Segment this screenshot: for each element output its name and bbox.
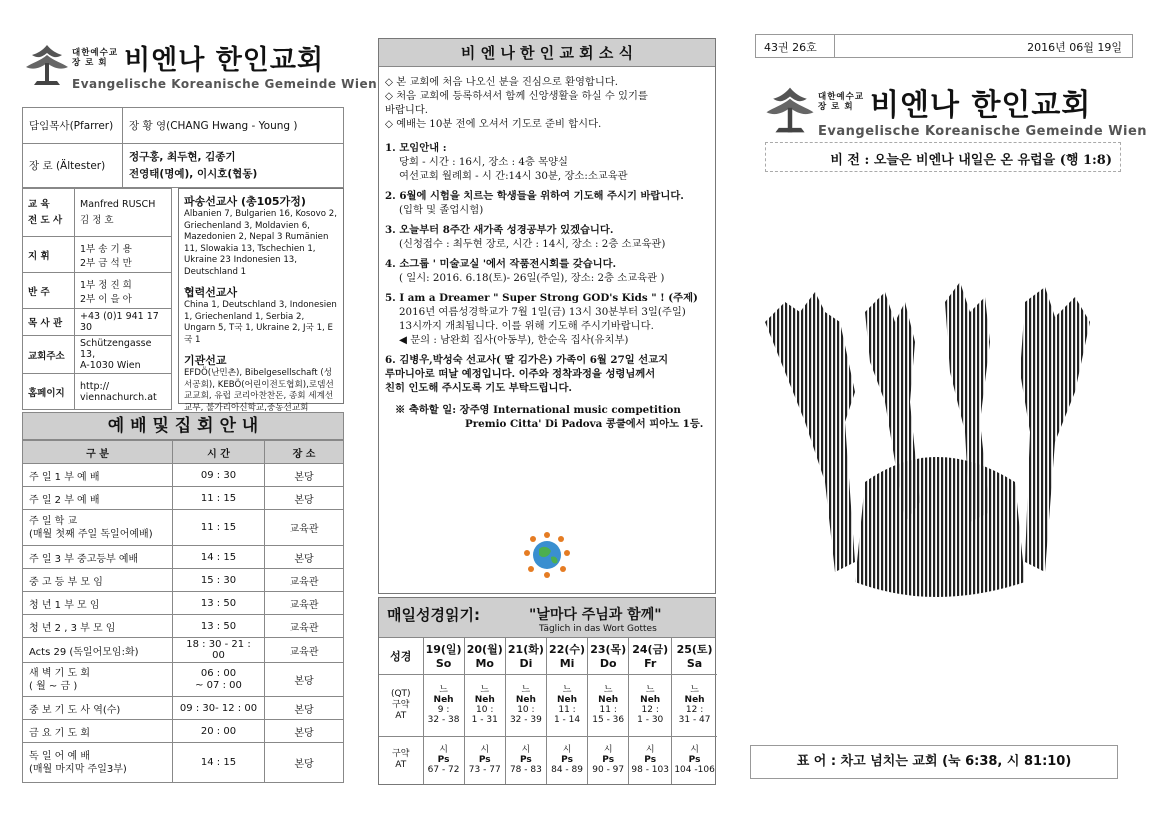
schedule-row-name: 청 년 2 , 3 부 모 임 bbox=[23, 615, 173, 638]
elder-names bbox=[123, 144, 344, 188]
reading-qt-book: Neh bbox=[515, 695, 536, 705]
schedule-row-time: 15 : 30 bbox=[173, 569, 265, 592]
staff-value-address-2: A-1030 Wien bbox=[80, 360, 141, 371]
senior-pastor-label: 담임목사(Pfarrer) bbox=[23, 108, 123, 144]
schedule-table bbox=[22, 440, 344, 783]
sent-missionaries-text: Albanien 7, Bulgarien 16, Kosovo 2, Griechenland 3, Moldavien 6, Mazedonien 2, Nepal 3 Rumänien 11, Slowakia 13, Tschechien 1, Ukraine 23 Indonesien 13, Deutschland 1 bbox=[184, 209, 337, 277]
reading-at-kr: 시 bbox=[645, 745, 655, 756]
staff-value-accompanist-1: 1부 정 진 희 bbox=[80, 279, 132, 291]
reading-qt-kr: 느 bbox=[562, 685, 572, 695]
reading-subtitle: Täglich in das Wort Gottes bbox=[539, 624, 657, 634]
schedule-row-place: 교육관 bbox=[265, 638, 344, 663]
reading-at-kr: 시 bbox=[521, 745, 531, 756]
staff-value-address-1: Schützengasse 13, bbox=[80, 338, 152, 360]
news-item-body: ( 일시: 2016. 6.18(토)- 26일(주일), 장소: 2층 소교육관 ) bbox=[399, 272, 665, 284]
reading-qt-book: Neh bbox=[474, 695, 495, 705]
denomination-line1: 대한예수교 bbox=[72, 47, 119, 58]
reading-day-de: Fr bbox=[644, 657, 657, 671]
vision-box: 비 전 : 오늘은 비엔나 내일은 온 유럽을 (행 1:8) bbox=[765, 142, 1121, 172]
schedule-row-place: 본당 bbox=[265, 720, 344, 743]
staff-label-edu: 교 육 전 도 사 bbox=[23, 189, 75, 237]
news-panel bbox=[378, 38, 716, 594]
reading-at-ref: 73 - 77 bbox=[468, 765, 501, 776]
church-name: 비엔나 한인교회 bbox=[870, 88, 1092, 123]
staff-value-conductor-2: 2부 금 석 만 bbox=[80, 257, 132, 269]
schedule-row-time: 06 : 00 ~ 07 : 00 bbox=[173, 663, 265, 697]
denomination-line2: 장 로 회 bbox=[72, 57, 108, 68]
schedule-row-place: 교육관 bbox=[265, 510, 344, 546]
schedule-row-name: 새 벽 기 도 회 ( 월 ~ 금 ) bbox=[23, 663, 173, 697]
reading-at-ref: 104 -106 bbox=[674, 765, 715, 776]
schedule-row-name: 주 일 1 부 예 배 bbox=[23, 464, 173, 487]
reading-table bbox=[379, 638, 717, 784]
news-item-head: 1. 모임안내 : bbox=[385, 142, 447, 154]
reading-day-de: Sa bbox=[686, 657, 703, 671]
reading-qt-kr: 느 bbox=[480, 685, 490, 695]
staff-label-accompanist: 반 주 bbox=[23, 273, 75, 309]
reading-row-label: 성경 bbox=[379, 638, 423, 674]
schedule-row-time: 13 : 50 bbox=[173, 592, 265, 615]
reading-at-label: 구약 AT bbox=[379, 736, 423, 784]
schedule-row-place: 본당 bbox=[265, 743, 344, 783]
schedule-row-time: 18 : 30 - 21 : 00 bbox=[173, 638, 265, 663]
news-intro-3: ◇ 예배는 10분 전에 오셔서 기도로 준비 합시다. bbox=[385, 118, 602, 130]
coop-missionaries-text: China 1, Deutschland 3, Indonesien 1, Griechenland 1, Serbia 2, Ungarn 5, T국 1, Ukraine 2, J국 1, E국 1 bbox=[184, 300, 337, 345]
reading-at-kr: 시 bbox=[562, 745, 572, 756]
schedule-row-time: 13 : 50 bbox=[173, 615, 265, 638]
reading-day-kr: 22(수) bbox=[549, 643, 586, 657]
elder-names-line2: 전영태(명예), 이시호(협동) bbox=[129, 167, 258, 180]
news-item-head: 4. 소그룹 ' 미술교실 '에서 작품전시회를 갖습니다. bbox=[385, 258, 617, 270]
news-item-body: (신청접수 : 최두현 장로, 시간 : 14시, 장소 : 2층 소교육관) bbox=[399, 238, 666, 250]
news-intro-2: ◇ 처음 교회에 등록하셔서 함께 신앙생활을 하실 수 있기를 바랍니다. bbox=[385, 90, 648, 116]
congrats-label: ※ 축하할 일: bbox=[395, 404, 457, 416]
schedule-header-time: 시 간 bbox=[173, 441, 265, 464]
reading-title: 매일성경읽기: bbox=[387, 606, 480, 624]
reading-at-ref: 67 - 72 bbox=[427, 765, 460, 776]
schedule-row-name: Acts 29 (독일어모임:화) bbox=[23, 638, 173, 663]
reading-at-book: Ps bbox=[644, 755, 657, 766]
issue-date: 2016년 06월 19일 bbox=[1027, 41, 1122, 54]
reading-day-kr: 24(금) bbox=[632, 643, 669, 657]
staff-value-accompanist-2: 2부 이 을 아 bbox=[80, 293, 132, 305]
schedule-row-time: 09 : 30 bbox=[173, 464, 265, 487]
reading-at-ref: 78 - 83 bbox=[509, 765, 542, 776]
schedule-row-time: 11 : 15 bbox=[173, 487, 265, 510]
mission-box bbox=[178, 188, 344, 413]
church-name: 비엔나 한인교회 bbox=[124, 45, 325, 76]
church-subtitle: Evangelische Koreanische Gemeinde Wien bbox=[72, 77, 378, 91]
staff-value-conductor-1: 1부 송 기 용 bbox=[80, 243, 132, 255]
reading-qt-book: Neh bbox=[598, 695, 619, 705]
church-logo-left bbox=[22, 38, 377, 91]
news-item-head: 2. 6월에 시험을 치르는 학생들을 위하여 기도해 주시기 바랍니다. bbox=[385, 190, 684, 202]
org-missions-title: 기관선교 bbox=[184, 354, 227, 367]
reading-at-book: Ps bbox=[561, 755, 573, 766]
reading-at-book: Ps bbox=[519, 755, 532, 766]
reading-qt-kr: 느 bbox=[603, 685, 613, 695]
reading-day-kr: 23(목) bbox=[590, 643, 627, 657]
schedule-header-category: 구 분 bbox=[23, 441, 173, 464]
reading-qt-ref: 10 : 1 - 31 bbox=[471, 705, 498, 725]
church-logo-right bbox=[762, 80, 1147, 139]
schedule-row-place: 본당 bbox=[265, 487, 344, 510]
staff-value-edu-2: 김 정 호 bbox=[80, 214, 114, 226]
reading-qt-kr: 느 bbox=[439, 685, 448, 695]
reading-qt-ref: 12 : 1 - 30 bbox=[637, 705, 664, 725]
schedule-title: 예 배 및 집 회 안 내 bbox=[22, 412, 344, 440]
news-item-head: 6. 김병우,박성숙 선교사( 딸 김가은) 가족이 6월 27일 선교지 루마니아로 떠날 예정입니다. 이주와 정착과정을 성령님께서 친히 인도해 주시도록 기도 부탁드립니다. bbox=[385, 354, 669, 394]
news-item-head: 3. 오늘부터 8주간 새가족 성경공부가 있겠습니다. bbox=[385, 224, 614, 236]
children-praising-illustration bbox=[745, 282, 1125, 632]
reading-qt-kr: 느 bbox=[645, 685, 655, 695]
reading-at-book: Ps bbox=[688, 755, 701, 766]
schedule-row-name: 주 일 3 부 중고등부 예배 bbox=[23, 546, 173, 569]
schedule-row-place: 본당 bbox=[265, 697, 344, 720]
staff-table bbox=[22, 188, 172, 410]
motto-box: 표 어 : 차고 넘치는 교회 (눅 6:38, 시 81:10) bbox=[750, 745, 1118, 779]
news-title: 비 엔 나 한 인 교 회 소 식 bbox=[379, 39, 715, 67]
schedule-row-place: 교육관 bbox=[265, 615, 344, 638]
staff-value-phone: +43 (0)1 941 17 30 bbox=[75, 309, 172, 336]
congrats-text2: Premio Citta' Di Padova 콩쿨에서 피아노 1등. bbox=[465, 418, 704, 430]
reading-at-book: Ps bbox=[478, 755, 491, 766]
schedule-row-name: 독 일 어 예 배 (매월 마지막 주일3부) bbox=[23, 743, 173, 783]
schedule-row-name: 주 일 2 부 예 배 bbox=[23, 487, 173, 510]
elder-names-line1: 정구홍, 최두현, 김종기 bbox=[129, 150, 236, 163]
reading-day-kr: 21(화) bbox=[507, 643, 544, 657]
reading-qt-book: Neh bbox=[433, 695, 454, 705]
denomination-line1: 대한예수교 bbox=[818, 92, 865, 102]
schedule-row-place: 본당 bbox=[265, 546, 344, 569]
issue-volume: 43권 26호 bbox=[764, 41, 817, 54]
reading-at-kr: 시 bbox=[603, 745, 613, 756]
congrats-text: 장주영 International music competition bbox=[459, 404, 681, 416]
schedule-row-time: 14 : 15 bbox=[173, 743, 265, 783]
reading-qt-book: Neh bbox=[684, 695, 705, 705]
reading-panel bbox=[378, 597, 716, 785]
reading-day-kr: 19(일) bbox=[425, 643, 462, 657]
reading-day-de: Mi bbox=[559, 657, 575, 671]
reading-at-ref: 98 - 103 bbox=[631, 765, 669, 776]
schedule-row-name: 중 보 기 도 사 역(수) bbox=[23, 697, 173, 720]
news-item-body: 당회 - 시간 : 16시, 장소 : 4층 목양실 여선교회 월례회 - 시 간:14시 30분, 장소:소교육관 bbox=[399, 156, 628, 182]
schedule-row-place: 본당 bbox=[265, 464, 344, 487]
schedule-row-place: 교육관 bbox=[265, 569, 344, 592]
reading-day-de: Di bbox=[519, 657, 533, 671]
children-globe-icon bbox=[521, 527, 573, 579]
pastors-table bbox=[22, 107, 344, 188]
schedule-row-time: 11 : 15 bbox=[173, 510, 265, 546]
reading-quote: "날마다 주님과 함께" bbox=[529, 607, 662, 623]
schedule-row-place: 본당 bbox=[265, 663, 344, 697]
reading-day-de: So bbox=[435, 657, 452, 671]
reading-qt-ref: 9 : 32 - 38 bbox=[427, 705, 460, 725]
schedule-row-place: 교육관 bbox=[265, 592, 344, 615]
homepage-line2: viennachurch.at bbox=[80, 391, 157, 403]
reading-day-de: Do bbox=[599, 657, 617, 671]
news-item-body: 2016년 여름성경학교가 7월 1일(금) 13시 30분부터 3일(주일) 13시까지 개최됩니다. 이를 위해 기도해 주시기바랍니다. ◀ 문의 : 남완희 집사(아동부), 한순옥 집사(유치부) bbox=[399, 306, 686, 346]
reading-qt-label: (QT) 구약 AT bbox=[379, 674, 423, 736]
staff-label-manse: 목 사 관 bbox=[23, 309, 75, 336]
reading-qt-ref: 11 : 15 - 36 bbox=[592, 705, 625, 725]
reading-qt-book: Neh bbox=[557, 695, 578, 705]
reading-qt-ref: 11 : 1 - 14 bbox=[553, 705, 581, 725]
schedule-row-name: 금 요 기 도 회 bbox=[23, 720, 173, 743]
reading-day-kr: 20(월) bbox=[466, 643, 503, 657]
reading-qt-ref: 12 : 31 - 47 bbox=[678, 705, 711, 725]
staff-label-homepage: 홈페이지 bbox=[23, 374, 75, 410]
church-tree-icon bbox=[762, 83, 818, 137]
schedule-row-name: 중 고 등 부 모 임 bbox=[23, 569, 173, 592]
homepage-line1: http:// bbox=[80, 380, 110, 392]
reading-at-book: Ps bbox=[602, 755, 615, 766]
elder-label: 장 로 (Ältester) bbox=[23, 144, 123, 188]
reading-at-book: Ps bbox=[437, 755, 450, 766]
homepage-link[interactable] bbox=[75, 374, 172, 410]
issue-header bbox=[755, 34, 1133, 58]
schedule-row-time: 14 : 15 bbox=[173, 546, 265, 569]
schedule-row-time: 20 : 00 bbox=[173, 720, 265, 743]
denomination-line2: 장 로 회 bbox=[818, 102, 854, 112]
reading-qt-book: Neh bbox=[640, 695, 661, 705]
reading-at-ref: 90 - 97 bbox=[592, 765, 625, 776]
schedule-row-time: 09 : 30- 12 : 00 bbox=[173, 697, 265, 720]
senior-pastor-name: 장 황 영(CHANG Hwang - Young ) bbox=[123, 108, 344, 144]
staff-label-address: 교회주소 bbox=[23, 336, 75, 374]
staff-value-edu-1: Manfred RUSCH bbox=[80, 198, 156, 210]
org-missions-text: EFDÖ(난민촌), Bibelgesellschaft (성서공회), KEBÖ(어린이전도협회),로뎀선교교회, 유럽 코리아찬찬돈, 종회 세계선교부, 불가리아신학교,중동선교회 bbox=[184, 368, 334, 413]
coop-missionaries-title: 협력선교사 bbox=[184, 286, 238, 299]
schedule-header-place: 장 소 bbox=[265, 441, 344, 464]
reading-at-ref: 84 - 89 bbox=[551, 765, 583, 776]
church-subtitle: Evangelische Koreanische Gemeinde Wien bbox=[818, 124, 1148, 139]
reading-at-kr: 시 bbox=[439, 745, 448, 756]
reading-day-kr: 25(토) bbox=[676, 643, 713, 657]
sent-missionaries-title: 파송선교사 (총105가정) bbox=[184, 195, 306, 208]
reading-qt-kr: 느 bbox=[521, 685, 531, 695]
news-item-body: (입학 및 졸업시험) bbox=[399, 204, 484, 216]
news-item-head: 5. I am a Dreamer " Super Strong GOD's Kids " ! (주제) bbox=[385, 292, 698, 304]
reading-qt-kr: 느 bbox=[690, 685, 699, 695]
schedule-row-name: 청 년 1 부 모 임 bbox=[23, 592, 173, 615]
news-intro-1: ◇ 본 교회에 처음 나오신 분을 진심으로 환영합니다. bbox=[385, 76, 619, 88]
reading-at-kr: 시 bbox=[690, 745, 699, 756]
staff-label-conductor: 지 휘 bbox=[23, 237, 75, 273]
reading-qt-ref: 10 : 32 - 39 bbox=[509, 705, 542, 725]
schedule-row-name: 주 일 학 교 (매월 첫째 주일 독일어예배) bbox=[23, 510, 173, 546]
reading-day-de: Mo bbox=[475, 657, 494, 671]
reading-at-kr: 시 bbox=[480, 745, 490, 756]
church-tree-icon bbox=[22, 41, 72, 89]
